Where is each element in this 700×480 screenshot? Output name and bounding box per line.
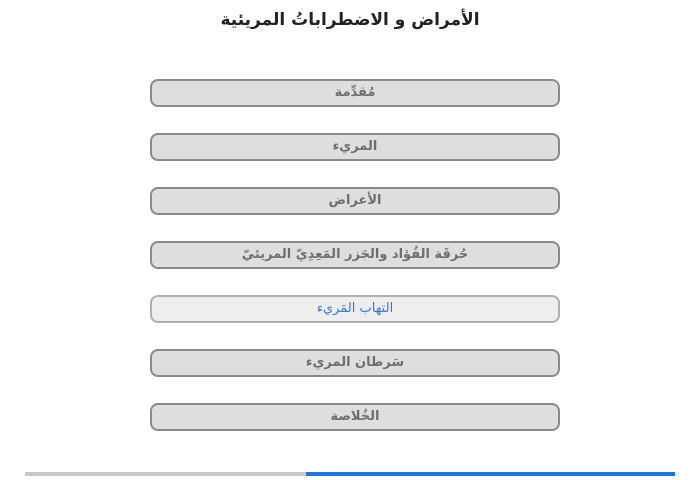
menu-item-symptoms[interactable]: الأعراض (150, 187, 560, 215)
menu-item-summary[interactable]: الخُلاصة (150, 403, 560, 431)
progress-bar (25, 472, 675, 476)
menu-item-esophageal-cancer[interactable]: سَرطان المريء (150, 349, 560, 377)
page-title: الأمراض و الاضطراباتُ المريئية (220, 10, 480, 30)
menu-item-esophagus[interactable]: المريء (150, 133, 560, 161)
menu-item-introduction[interactable]: مُقدِّمة (150, 79, 560, 107)
menu-item-heartburn-gerd[interactable]: حُرقَة الفُؤاد والجَزر المَعِدِيّ المريئيّ (150, 241, 560, 269)
progress-bar-fill (306, 472, 675, 476)
chapter-menu (150, 79, 560, 457)
menu-item-esophagitis[interactable]: التهاب المَريء (150, 295, 560, 323)
